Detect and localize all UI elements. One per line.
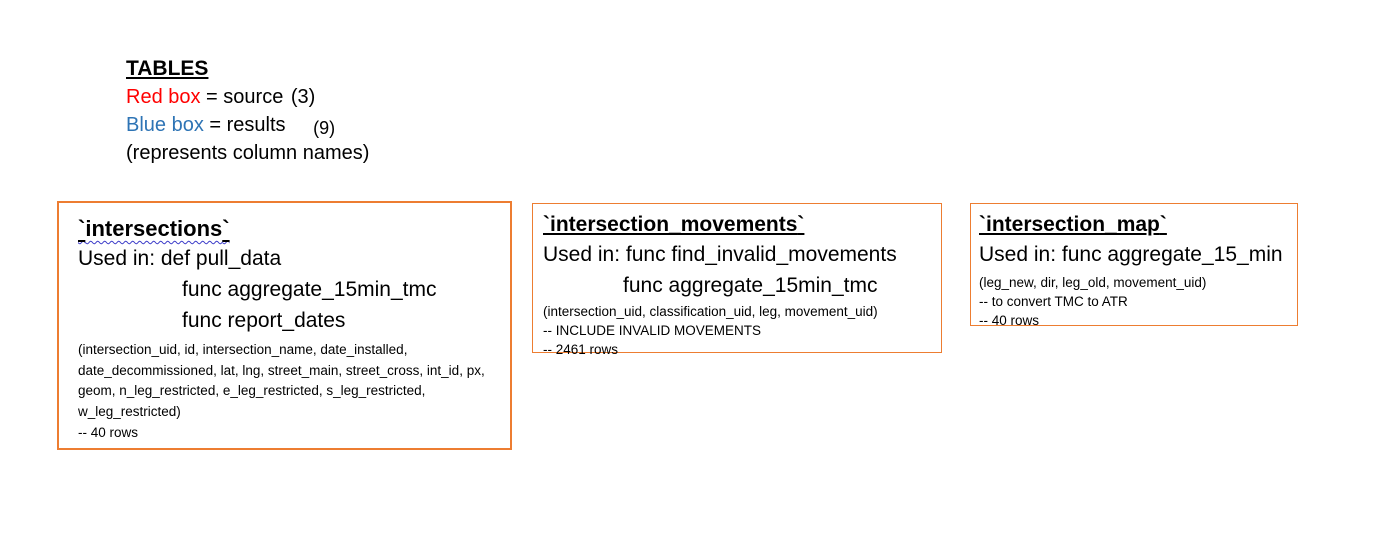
table-title-text: intersection_map xyxy=(986,213,1160,236)
func-line: func aggregate_15min_tmc xyxy=(623,274,878,297)
legend-red-count: (3) xyxy=(290,86,316,108)
convert-note: -- to convert TMC to ATR xyxy=(979,294,1128,309)
table-title: `intersection_map` xyxy=(979,213,1167,236)
legend-red-label: Red box xyxy=(126,86,201,108)
row-count-note: -- 40 rows xyxy=(979,313,1040,328)
row-count-note: -- 40 rows xyxy=(78,425,139,440)
func-line: func aggregate_15min_tmc xyxy=(182,278,437,301)
legend-red-row xyxy=(126,83,369,111)
legend-blue-count: (9) xyxy=(313,118,336,138)
used-in-line: Used in: def pull_data xyxy=(78,247,282,270)
table-box-intersections xyxy=(57,201,512,450)
table-title: `intersection_movements` xyxy=(543,213,805,236)
table-box-intersection-map xyxy=(970,203,1298,326)
func-line: func report_dates xyxy=(182,309,346,332)
legend xyxy=(126,55,369,167)
legend-blue-meaning: = results xyxy=(203,114,286,136)
table-title-text: intersections xyxy=(85,216,223,241)
table-title: `intersections` xyxy=(78,216,230,241)
invalid-movements-note: -- INCLUDE INVALID MOVEMENTS xyxy=(543,323,762,338)
legend-blue-row xyxy=(126,111,369,139)
row-count-note: -- 2461 rows xyxy=(543,342,619,357)
table-box-intersection-movements xyxy=(532,203,942,357)
legend-red-meaning: = source xyxy=(200,86,284,108)
legend-blue-label: Blue box xyxy=(126,114,204,136)
legend-heading: TABLES xyxy=(126,57,209,80)
column-names: (intersection_uid, id, intersection_name, date_installed, date_decommissioned, lat, lng, street_main, street_cross, int_id, px, geom, n_leg_restricted, e_leg_restricted, s_leg_restricted, w_leg_restricted) xyxy=(78,342,485,419)
used-in-line: Used in: func find_invalid_movements xyxy=(543,243,897,266)
used-in-line: Used in: func aggregate_15_min xyxy=(979,243,1283,266)
column-names: (leg_new, dir, leg_old, movement_uid) xyxy=(979,275,1207,290)
column-names: (intersection_uid, classification_uid, leg, movement_uid) xyxy=(543,304,878,319)
legend-note: (represents column names) xyxy=(126,142,370,164)
table-title-text: intersection_movements xyxy=(550,213,798,236)
